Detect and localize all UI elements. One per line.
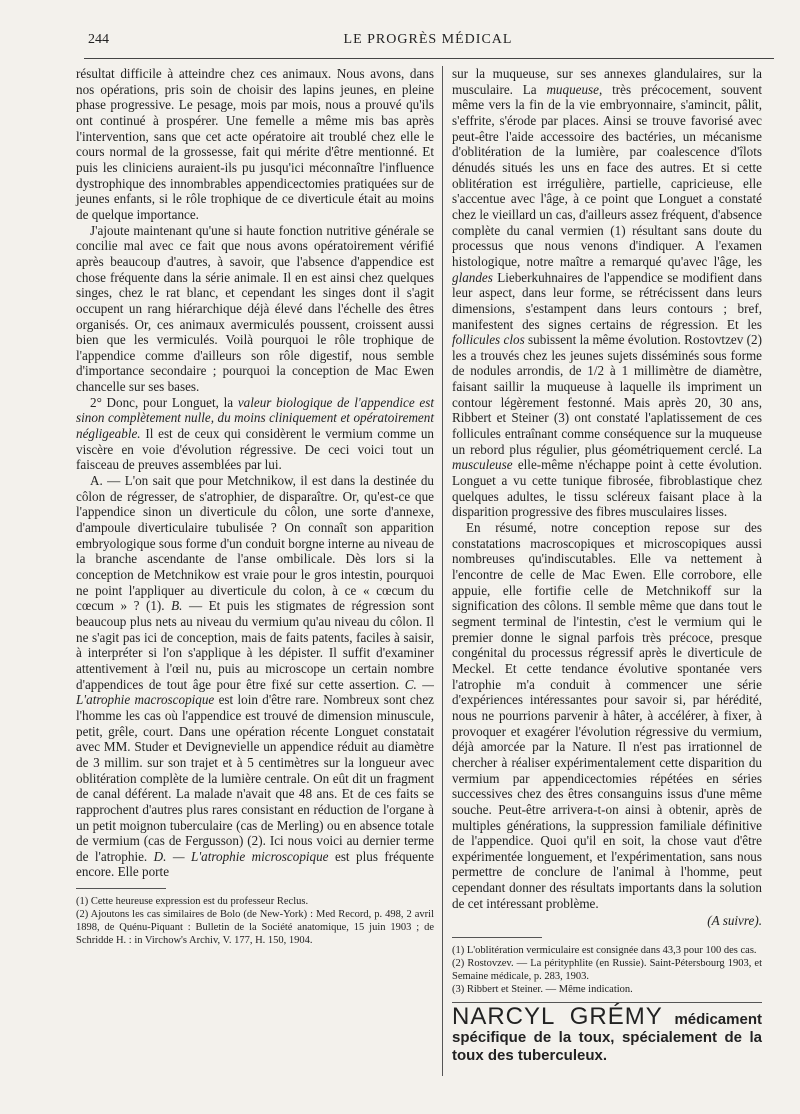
text-run: A. — L'on sait que pour Metchnikow, il est dans la destinée du côlon de régresser, de s'atrophier, de disparaître. Or, qu'est-ce que l'appendice sinon un diverticule du côlon, une sorte d'annexe, d'ampoule diverticulaire tubulisée ? On connaît son apparition embryologique sous forme d'un conduit borgne interne au niveau de la branche ascendante de l'anse ombilicale. Dès lors si la conception de Metchnikow est vraie pour le gros intestin, pourquoi ne point l'appliquer au diverticule du colon, à ce « cœcum du cœcum » ? (1). bbox=[76, 473, 434, 614]
ad-text: médicament spécifique de la toux, spécialement de la toux des tuberculeux. bbox=[452, 1011, 762, 1065]
italic-run: D. — L'atrophie microscopique bbox=[153, 848, 329, 864]
running-title: LE PROGRÈS MÉDICAL bbox=[343, 32, 513, 47]
footnotes bbox=[76, 895, 434, 947]
text-run: — Et puis les stigmates de régression sont beaucoup plus nets au niveau du vermium qu'au niveau du côlon. Il ne s'agit pas ici de conception, mais de faits patents, faciles à saisir, à interpréter si l'on s'applique à les dépister. Il suffit d'examiner attentivement à l'œil nu, puis au microscope un certain nombre d'appendices de tout âge pour être fixé sur cette assertion. bbox=[76, 598, 434, 692]
to-be-continued: (A suivre). bbox=[707, 913, 762, 929]
paragraph bbox=[76, 395, 434, 473]
italic-run: glandes bbox=[452, 269, 493, 285]
footnote-rule bbox=[76, 888, 166, 889]
text-run: Il est de ceux qui considèrent le vermium comme un viscère en voie d'évolution régressive. De ceci voici tout un faisceau de preuves assemblées par lui. bbox=[76, 426, 434, 473]
text-run: 2° Donc, pour Longuet, la bbox=[90, 394, 238, 410]
italic-run: follicules clos bbox=[452, 332, 525, 348]
paragraph bbox=[76, 473, 434, 880]
right-column bbox=[452, 66, 762, 1065]
footnote: (3) Ribbert et Steiner. — Même indication. bbox=[452, 984, 633, 996]
page-header bbox=[88, 32, 768, 52]
footnote: (1) Cette heureuse expression est du professeur Reclus. bbox=[76, 896, 309, 908]
italic-run: C. — L'atrophie macroscopique bbox=[76, 676, 434, 708]
left-column bbox=[76, 66, 434, 947]
text-run: sur la muqueuse, sur ses annexes glandulaires, sur la musculaire. La bbox=[452, 66, 762, 97]
footnote: (2) Rostovzev. — La pérityphlite (en Russie). Saint-Pétersbourg 1903, et Semaine médicale, p. 283, 1903. bbox=[452, 958, 762, 983]
italic-run: B. bbox=[171, 598, 183, 614]
ad-brand-name: NARCYL GRÉMY bbox=[452, 1003, 663, 1031]
column-divider bbox=[442, 66, 443, 1076]
text-run: , très précocement, souvent même vers la fin de la vie embryonnaire, s'amincit, pâlit, s'effrite, s'érode par places. Ainsi se trouve favorisé avec peut-être l'aide accessoire des bactéries, un mécanisme d'oblitération de la lumière, par coalescence d'îlots dénudés situés les uns en face des autres. Et si cette oblitération est irrégulière, partielle, capricieuse, elle s'accentue avec l'âge, à ce point que Longuet a constaté chez le vieillard un cas, d'ailleurs assez fréquent, d'absence complète du canal vermien (1) résultant sans doute du processus que nous venons d'indiquer. A l'examen histologique, notre maître a remarqué qu'avec l'âge, les bbox=[452, 81, 762, 269]
text-run: est loin d'être rare. Nombreux sont chez l'homme les cas où l'appendice est trouvé de dimension minuscule, petit, grêle, court. Dans une opération récente Longuet constatait avec MM. Studer et Devignevielle un appendice réduit au diamètre de 3 millim. sur son trajet et à 5 centimètres sur la longueur avec oblitération complète de la lumière centrale. On eût dit un fragment de canal déférent. La malade n'avait que 48 ans. Et de ces faits se rapprochent d'autres plus rares consistant en réduction de l'organe à un petit moignon tuberculaire (cas de Merling) ou en absence totale de vermium (cas de Fergusson) (2). Ici nous voici au dernier terme de l'atrophie. bbox=[76, 692, 434, 864]
footnote: (2) Ajoutons les cas similaires de Bolo (de New-York) : Med Record, p. 498, 2 avril 1898, de Quénu-Piquant : Bulletin de la Société anatomique, 15 juin 1903 ; de Schridde H. : in Virchow's Archiv, V. 177, H. 150, 1904. bbox=[76, 909, 434, 947]
footnote: (1) L'oblitération vermiculaire est consignée dans 43,3 pour 100 des cas. bbox=[452, 945, 757, 957]
text-run: est plus fréquente encore. Elle porte bbox=[76, 848, 434, 880]
text-run: Lieberkuhnaires de l'appendice se modifient dans leur aspect, dans leur forme, se rétrécissent dans leurs dimensions, s'estampent dans leurs contours ; bref, manifestent des signes certains de régression. Et les bbox=[452, 269, 762, 332]
paragraph bbox=[452, 66, 762, 520]
paragraph: résultat difficile à atteindre chez ces animaux. Nous avons, dans nos opérations, pris soin de choisir des lapins jeunes, en pleine phase progressive. Le pesage, mois par mois, nous a prouvé qu'ils ont continué à prospérer. Une femelle a même mis bas après l'intervention, sans que cet acte opératoire ait troublé chez elle le cours normal de la grossesse, fait qui mérite d'être mentionné. Et puis les cliniciens auraient-ils pu jusqu'ici méconnaître l'influence dystrophique des innombrables appendicectomies pratiquées sur de jeunes enfants, si le rôle trophique de ce diverticule était au moins de quelque importance. bbox=[76, 66, 434, 222]
footnotes bbox=[452, 944, 762, 996]
italic-run: muqueuse bbox=[546, 81, 599, 97]
italic-run: musculeuse bbox=[452, 457, 513, 473]
text-run: subissent la même évolution. Rostovtzev (2) les a trouvés chez les jeunes sujets disséminés sous forme de nodules arrondis, de 1/2 à 1 millimètre de diamètre, faisant saillir la muqueuse à laquelle ils impriment un contour légèrement festonné. Mais après 20, 30 ans, Ribbert et Steiner (3) ont constaté l'aplatissement de ces follicules entraînant comme conséquence sur la muqueuse un rebord plus régulier, plus géométriquement cerclé. La bbox=[452, 332, 762, 457]
header-rule bbox=[84, 58, 774, 59]
footnote-rule bbox=[452, 937, 542, 938]
page-number: 244 bbox=[88, 32, 109, 47]
paragraph: J'ajoute maintenant qu'une si haute fonction nutritive générale se concilie mal avec ce fait que nous avons opératoirement vérifié après beaucoup d'autres, à savoir, que l'absence d'appendice est chose fréquente dans la série animale. Il en est ainsi chez quelques singes, chez le rat blanc, et cependant les singes dont il s'agit occupent un rang hiérarchique déjà élevé dans l'échelle des êtres organisés. Or, ces animaux avermiculés poussent, croissent aussi bien que les vermiculés. Voilà pourquoi le rôle trophique de l'appendice comme d'ailleurs son rôle digestif, nous semble d'importance secondaire ; pourquoi la conception de Mac Ewen chancelle sur ses bases. bbox=[76, 222, 434, 395]
advertisement bbox=[452, 1003, 762, 1065]
paragraph: En résumé, notre conception repose sur des constatations macroscopiques et microscopiques aussi nombreuses qu'indiscutables. Elle va nettement à l'encontre de celle de Mac Ewen. Elle corrobore, elle appuie, elle fortifie celle de Metchnikoff sur la signification des côlons. Il semble même que dans tout le segment terminal de l'intestin, c'est le vermium qui le premier donne le signal parfois très précoce, presque congénital du processus régressif après le diverticule de Meckel. Et cette tendance évolutive spontanée vers l'atrophie m'a conduit à commencer une série d'expériences intéressantes pour savoir si, par hérédité, nous ne pourrions parvenir à hâter, à accélérer, à fixer, à provoquer et exagérer l'évolution régressive du vermium, déjà amorcée par la Nature. Il n'est pas irrationnel de chercher à réaliser expérimentalement cette disparition du vermium par appendicectomies répétées en séries successives chez des êtres consanguins issus d'une même souche. Peut-être arrivera-t-on ainsi à obtenir, après de multiples générations, la suppression familiale définitive de l'appendice. Quoi qu'il en soit, la chose vaut d'être expérimentée longuement, et l'expérimentation, sans nous permettre de conclure de l'animal à l'homme, peut cependant donner des résultats importants dans la solution de cet intéressant problème. bbox=[452, 520, 762, 911]
italic-run: valeur biologique de l'appendice est sinon complètement nulle, du moins cliniquement et opératoirement négligeable. bbox=[76, 394, 434, 442]
text-run: elle-même n'échappe point à cette évolution. Longuet a vu cette tunique fibrosée, fibroblastique chez quelques adultes, le tissu scléreux faisant place à la disparition progressive des fibres musculaires lisses. bbox=[452, 457, 762, 520]
